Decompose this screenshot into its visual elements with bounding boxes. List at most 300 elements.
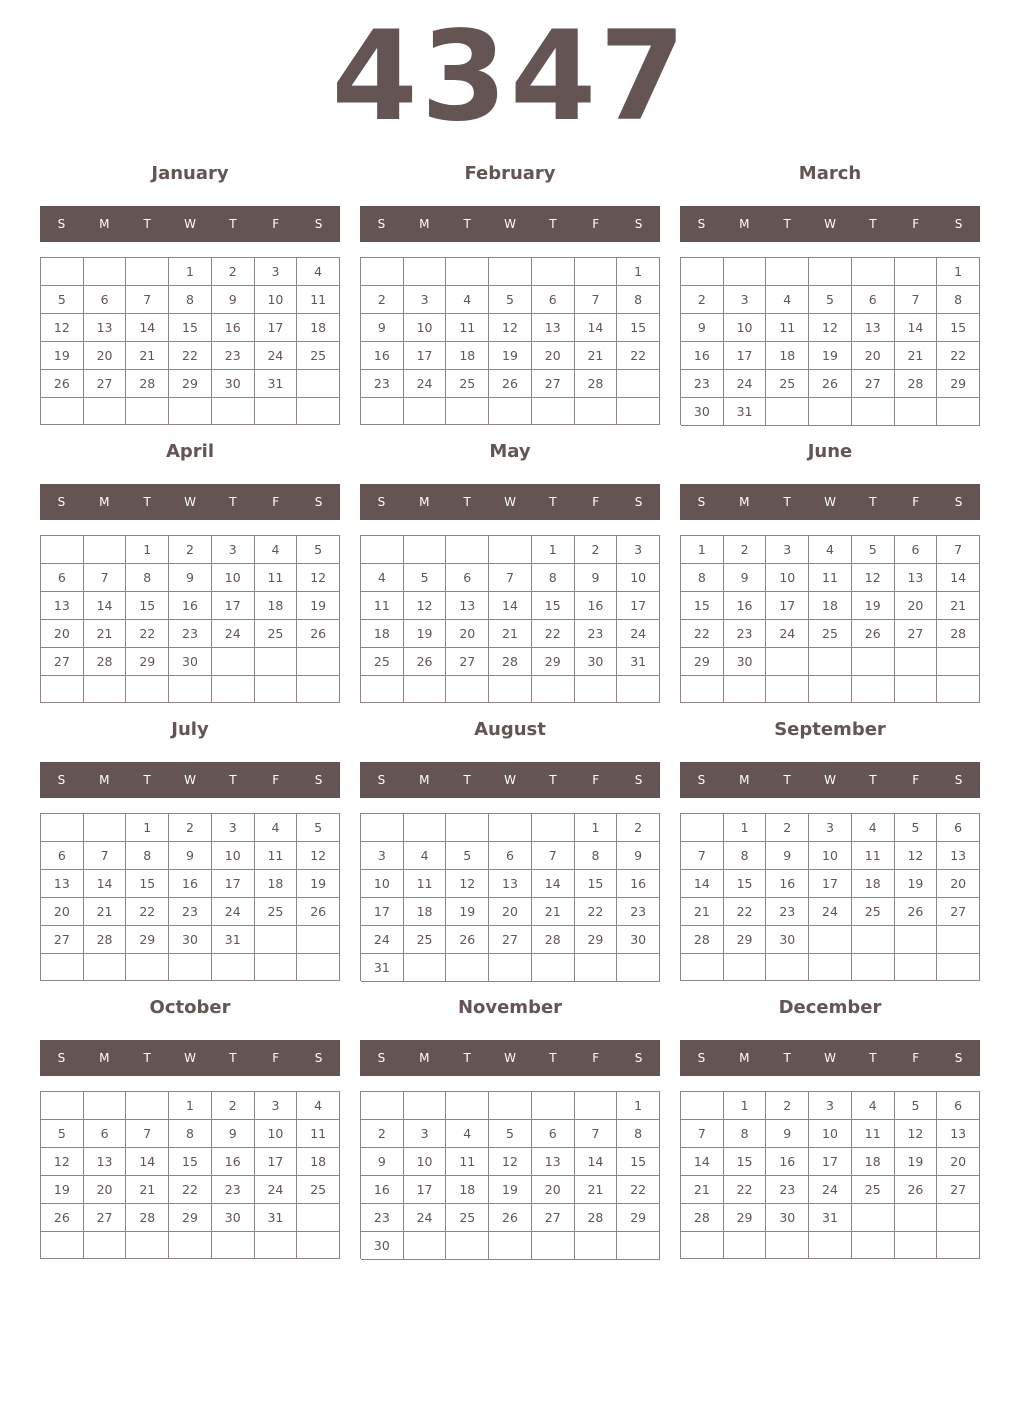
- day-cell: 25: [852, 898, 895, 926]
- weekday-label: T: [229, 495, 237, 509]
- day-cell: 25: [446, 370, 489, 398]
- weekday-label: W: [824, 217, 836, 231]
- empty-day-cell: [84, 536, 127, 564]
- day-cell: 26: [489, 1204, 532, 1232]
- day-cell: 13: [895, 564, 938, 592]
- empty-day-cell: [169, 1232, 212, 1259]
- weekday-label: F: [272, 495, 280, 509]
- day-cell: 22: [617, 1176, 660, 1204]
- day-cell: 11: [852, 1120, 895, 1148]
- day-cell: 22: [169, 342, 212, 370]
- day-cell: 10: [766, 564, 809, 592]
- day-cell: 16: [361, 1176, 404, 1204]
- empty-day-cell: [212, 1232, 255, 1259]
- empty-day-cell: [404, 536, 447, 564]
- day-cell: 27: [895, 620, 938, 648]
- empty-day-cell: [809, 398, 852, 426]
- day-cell: 29: [126, 648, 169, 676]
- day-cell: 21: [895, 342, 938, 370]
- day-cell: 4: [255, 536, 298, 564]
- weekday-label: S: [314, 773, 323, 787]
- day-cell: 6: [852, 286, 895, 314]
- month-august: [360, 719, 660, 983]
- day-cell: 28: [84, 926, 127, 954]
- empty-day-cell: [489, 676, 532, 703]
- weekday-label: M: [99, 1051, 110, 1065]
- day-cell: 21: [126, 342, 169, 370]
- day-cell: 26: [41, 1204, 84, 1232]
- weekday-label: S: [954, 1051, 963, 1065]
- empty-day-cell: [169, 398, 212, 425]
- day-cell: 13: [852, 314, 895, 342]
- day-cell: 6: [532, 286, 575, 314]
- day-grid: [360, 1091, 660, 1259]
- day-cell: 12: [297, 842, 340, 870]
- day-cell: 21: [937, 592, 980, 620]
- weekday-label: W: [504, 1051, 516, 1065]
- day-cell: 15: [681, 592, 724, 620]
- empty-day-cell: [297, 648, 340, 676]
- day-cell: 17: [809, 1148, 852, 1176]
- day-cell: 24: [212, 620, 255, 648]
- empty-day-cell: [41, 954, 84, 981]
- day-cell: 8: [724, 842, 767, 870]
- weekday-label: T: [783, 495, 791, 509]
- day-cell: 1: [724, 814, 767, 842]
- day-cell: 7: [575, 1120, 618, 1148]
- day-cell: 26: [297, 898, 340, 926]
- day-cell: 23: [361, 370, 404, 398]
- day-cell: 26: [809, 370, 852, 398]
- day-cell: 1: [126, 814, 169, 842]
- day-cell: 22: [126, 898, 169, 926]
- weekday-label: W: [824, 773, 836, 787]
- weekday-label: M: [419, 773, 430, 787]
- weekday-label: F: [272, 1051, 280, 1065]
- day-cell: 27: [489, 926, 532, 954]
- month-name: October: [149, 997, 231, 1018]
- weekday-label: S: [954, 217, 963, 231]
- weekday-label: M: [419, 1051, 430, 1065]
- day-cell: 12: [297, 564, 340, 592]
- weekday-label: T: [143, 217, 151, 231]
- day-cell: 10: [809, 1120, 852, 1148]
- day-cell: 29: [126, 926, 169, 954]
- empty-day-cell: [41, 1092, 84, 1120]
- day-cell: 8: [617, 286, 660, 314]
- day-cell: 4: [809, 536, 852, 564]
- day-cell: 22: [681, 620, 724, 648]
- day-cell: 12: [809, 314, 852, 342]
- day-cell: 1: [724, 1092, 767, 1120]
- day-cell: 30: [766, 1204, 809, 1232]
- empty-day-cell: [617, 954, 660, 982]
- day-cell: 4: [361, 564, 404, 592]
- day-cell: 31: [212, 926, 255, 954]
- weekday-label: T: [229, 1051, 237, 1065]
- day-cell: 19: [895, 1148, 938, 1176]
- empty-day-cell: [852, 648, 895, 676]
- day-cell: 28: [489, 648, 532, 676]
- weekday-header: [360, 484, 660, 520]
- weekday-label: S: [954, 495, 963, 509]
- day-cell: 24: [404, 1204, 447, 1232]
- weekday-label: S: [377, 1051, 386, 1065]
- day-cell: 7: [532, 842, 575, 870]
- weekday-label: S: [634, 495, 643, 509]
- day-cell: 27: [41, 926, 84, 954]
- empty-day-cell: [724, 1232, 767, 1259]
- day-grid: [40, 813, 340, 981]
- empty-day-cell: [766, 1232, 809, 1259]
- day-cell: 14: [895, 314, 938, 342]
- day-cell: 15: [169, 314, 212, 342]
- day-cell: 17: [255, 1148, 298, 1176]
- day-cell: 19: [297, 870, 340, 898]
- day-cell: 24: [361, 926, 404, 954]
- weekday-label: T: [869, 217, 877, 231]
- weekday-label: F: [592, 495, 600, 509]
- weekday-header: [40, 1040, 340, 1076]
- day-cell: 8: [681, 564, 724, 592]
- empty-day-cell: [937, 926, 980, 954]
- day-cell: 11: [361, 592, 404, 620]
- empty-day-cell: [446, 814, 489, 842]
- day-cell: 10: [255, 1120, 298, 1148]
- weekday-label: T: [143, 495, 151, 509]
- empty-day-cell: [766, 258, 809, 286]
- day-cell: 16: [724, 592, 767, 620]
- empty-day-cell: [41, 258, 84, 286]
- empty-day-cell: [41, 536, 84, 564]
- day-cell: 21: [681, 1176, 724, 1204]
- empty-day-cell: [575, 1232, 618, 1260]
- day-cell: 9: [212, 286, 255, 314]
- day-cell: 30: [724, 648, 767, 676]
- day-cell: 30: [169, 648, 212, 676]
- weekday-header: [360, 1040, 660, 1076]
- day-cell: 13: [446, 592, 489, 620]
- empty-day-cell: [169, 954, 212, 981]
- day-cell: 12: [446, 870, 489, 898]
- empty-day-cell: [255, 398, 298, 425]
- day-cell: 1: [532, 536, 575, 564]
- day-cell: 2: [212, 258, 255, 286]
- weekday-label: S: [314, 495, 323, 509]
- day-cell: 11: [809, 564, 852, 592]
- day-cell: 5: [404, 564, 447, 592]
- day-cell: 24: [809, 1176, 852, 1204]
- day-cell: 21: [489, 620, 532, 648]
- day-cell: 24: [724, 370, 767, 398]
- empty-day-cell: [404, 398, 447, 425]
- weekday-label: S: [954, 773, 963, 787]
- empty-day-cell: [766, 648, 809, 676]
- day-cell: 15: [126, 592, 169, 620]
- day-cell: 28: [126, 370, 169, 398]
- weekday-label: T: [549, 495, 557, 509]
- empty-day-cell: [212, 954, 255, 981]
- day-cell: 12: [489, 1148, 532, 1176]
- day-cell: 27: [84, 1204, 127, 1232]
- day-cell: 3: [255, 258, 298, 286]
- empty-day-cell: [532, 814, 575, 842]
- weekday-label: M: [99, 217, 110, 231]
- day-cell: 2: [361, 1120, 404, 1148]
- day-cell: 13: [937, 842, 980, 870]
- empty-day-cell: [532, 398, 575, 425]
- day-cell: 14: [937, 564, 980, 592]
- empty-day-cell: [681, 258, 724, 286]
- weekday-label: W: [184, 773, 196, 787]
- day-cell: 31: [617, 648, 660, 676]
- day-cell: 6: [41, 564, 84, 592]
- day-cell: 29: [724, 1204, 767, 1232]
- day-cell: 21: [681, 898, 724, 926]
- month-name: April: [165, 441, 215, 462]
- weekday-label: T: [463, 773, 471, 787]
- day-cell: 27: [852, 370, 895, 398]
- empty-day-cell: [126, 398, 169, 425]
- day-cell: 31: [809, 1204, 852, 1232]
- empty-day-cell: [84, 1092, 127, 1120]
- day-cell: 5: [895, 814, 938, 842]
- day-cell: 20: [84, 1176, 127, 1204]
- weekday-label: T: [783, 773, 791, 787]
- empty-day-cell: [489, 1232, 532, 1260]
- day-cell: 14: [575, 1148, 618, 1176]
- day-cell: 4: [852, 814, 895, 842]
- empty-day-cell: [895, 954, 938, 981]
- day-cell: 2: [681, 286, 724, 314]
- day-cell: 26: [404, 648, 447, 676]
- empty-day-cell: [766, 954, 809, 981]
- day-cell: 7: [84, 564, 127, 592]
- day-cell: 11: [255, 564, 298, 592]
- empty-day-cell: [575, 676, 618, 703]
- day-grid: [680, 257, 980, 425]
- empty-day-cell: [681, 954, 724, 981]
- empty-day-cell: [169, 676, 212, 703]
- empty-day-cell: [446, 1092, 489, 1120]
- day-cell: 15: [126, 870, 169, 898]
- weekday-label: F: [592, 773, 600, 787]
- weekday-label: T: [783, 1051, 791, 1065]
- day-cell: 23: [169, 620, 212, 648]
- weekday-label: T: [869, 495, 877, 509]
- day-cell: 29: [532, 648, 575, 676]
- empty-day-cell: [404, 1092, 447, 1120]
- day-cell: 26: [489, 370, 532, 398]
- day-cell: 24: [404, 370, 447, 398]
- day-cell: 7: [489, 564, 532, 592]
- empty-day-cell: [809, 954, 852, 981]
- day-grid: [40, 1091, 340, 1259]
- day-cell: 2: [361, 286, 404, 314]
- day-cell: 8: [169, 286, 212, 314]
- day-cell: 29: [724, 926, 767, 954]
- weekday-label: W: [824, 495, 836, 509]
- empty-day-cell: [681, 676, 724, 703]
- empty-day-cell: [126, 1092, 169, 1120]
- day-cell: 21: [126, 1176, 169, 1204]
- day-cell: 1: [617, 258, 660, 286]
- day-cell: 29: [937, 370, 980, 398]
- weekday-label: S: [697, 217, 706, 231]
- month-april: [40, 441, 340, 705]
- day-cell: 29: [169, 370, 212, 398]
- month-name: November: [457, 997, 563, 1018]
- weekday-label: M: [99, 773, 110, 787]
- day-cell: 4: [446, 286, 489, 314]
- empty-day-cell: [937, 954, 980, 981]
- day-cell: 3: [404, 1120, 447, 1148]
- day-cell: 2: [169, 536, 212, 564]
- weekday-label: S: [57, 217, 66, 231]
- day-cell: 6: [489, 842, 532, 870]
- day-cell: 10: [617, 564, 660, 592]
- day-grid: [680, 535, 980, 703]
- empty-day-cell: [446, 398, 489, 425]
- day-cell: 3: [212, 814, 255, 842]
- day-cell: 10: [212, 842, 255, 870]
- empty-day-cell: [895, 648, 938, 676]
- day-cell: 25: [255, 620, 298, 648]
- day-cell: 30: [361, 1232, 404, 1260]
- weekday-label: S: [314, 1051, 323, 1065]
- weekday-label: T: [549, 1051, 557, 1065]
- day-cell: 2: [766, 1092, 809, 1120]
- day-cell: 16: [617, 870, 660, 898]
- day-cell: 7: [895, 286, 938, 314]
- empty-day-cell: [937, 398, 980, 426]
- day-cell: 8: [126, 564, 169, 592]
- day-cell: 5: [297, 814, 340, 842]
- day-cell: 23: [681, 370, 724, 398]
- day-cell: 10: [255, 286, 298, 314]
- empty-day-cell: [489, 258, 532, 286]
- day-cell: 30: [617, 926, 660, 954]
- weekday-label: W: [184, 495, 196, 509]
- day-cell: 28: [681, 926, 724, 954]
- empty-day-cell: [212, 648, 255, 676]
- day-cell: 31: [724, 398, 767, 426]
- empty-day-cell: [532, 1232, 575, 1260]
- day-cell: 3: [809, 814, 852, 842]
- day-cell: 1: [575, 814, 618, 842]
- day-grid: [40, 535, 340, 703]
- weekday-label: T: [463, 217, 471, 231]
- weekday-label: W: [184, 1051, 196, 1065]
- empty-day-cell: [809, 676, 852, 703]
- day-cell: 17: [404, 1176, 447, 1204]
- day-cell: 28: [575, 370, 618, 398]
- month-name: September: [774, 719, 886, 740]
- day-cell: 9: [575, 564, 618, 592]
- empty-day-cell: [361, 1092, 404, 1120]
- day-cell: 4: [446, 1120, 489, 1148]
- weekday-label: F: [272, 773, 280, 787]
- month-march: [680, 163, 980, 427]
- day-cell: 6: [937, 1092, 980, 1120]
- empty-day-cell: [84, 258, 127, 286]
- day-cell: 16: [212, 1148, 255, 1176]
- empty-day-cell: [404, 676, 447, 703]
- year-title: 4347: [331, 5, 689, 149]
- empty-day-cell: [895, 1232, 938, 1259]
- empty-day-cell: [212, 676, 255, 703]
- day-cell: 13: [532, 1148, 575, 1176]
- weekday-label: W: [504, 495, 516, 509]
- empty-day-cell: [404, 1232, 447, 1260]
- empty-day-cell: [895, 926, 938, 954]
- day-cell: 22: [575, 898, 618, 926]
- day-cell: 29: [681, 648, 724, 676]
- weekday-label: T: [869, 1051, 877, 1065]
- empty-day-cell: [446, 676, 489, 703]
- day-cell: 6: [937, 814, 980, 842]
- day-cell: 6: [446, 564, 489, 592]
- day-cell: 2: [766, 814, 809, 842]
- weekday-label: F: [912, 773, 920, 787]
- day-cell: 6: [41, 842, 84, 870]
- empty-day-cell: [852, 1204, 895, 1232]
- day-cell: 3: [212, 536, 255, 564]
- day-cell: 25: [852, 1176, 895, 1204]
- empty-day-cell: [41, 398, 84, 425]
- day-cell: 5: [41, 1120, 84, 1148]
- day-cell: 9: [766, 842, 809, 870]
- empty-day-cell: [617, 370, 660, 398]
- month-october: [40, 997, 340, 1261]
- day-cell: 7: [681, 842, 724, 870]
- day-cell: 7: [84, 842, 127, 870]
- weekday-label: S: [377, 217, 386, 231]
- day-cell: 25: [297, 342, 340, 370]
- day-cell: 11: [446, 1148, 489, 1176]
- day-cell: 11: [297, 1120, 340, 1148]
- day-cell: 24: [617, 620, 660, 648]
- day-cell: 19: [41, 1176, 84, 1204]
- day-cell: 20: [446, 620, 489, 648]
- day-grid: [360, 535, 660, 703]
- day-cell: 4: [766, 286, 809, 314]
- empty-day-cell: [895, 676, 938, 703]
- weekday-label: S: [634, 773, 643, 787]
- day-cell: 19: [852, 592, 895, 620]
- day-cell: 7: [126, 1120, 169, 1148]
- empty-day-cell: [255, 648, 298, 676]
- empty-day-cell: [575, 258, 618, 286]
- empty-day-cell: [681, 1092, 724, 1120]
- month-name: February: [464, 163, 556, 184]
- empty-day-cell: [84, 814, 127, 842]
- day-cell: 18: [404, 898, 447, 926]
- day-cell: 9: [169, 564, 212, 592]
- day-cell: 27: [41, 648, 84, 676]
- day-cell: 23: [617, 898, 660, 926]
- day-cell: 28: [937, 620, 980, 648]
- empty-day-cell: [895, 1204, 938, 1232]
- empty-day-cell: [255, 954, 298, 981]
- day-cell: 29: [575, 926, 618, 954]
- day-cell: 8: [937, 286, 980, 314]
- empty-day-cell: [575, 954, 618, 982]
- weekday-label: T: [143, 773, 151, 787]
- day-cell: 24: [212, 898, 255, 926]
- weekday-label: S: [57, 773, 66, 787]
- day-cell: 13: [41, 592, 84, 620]
